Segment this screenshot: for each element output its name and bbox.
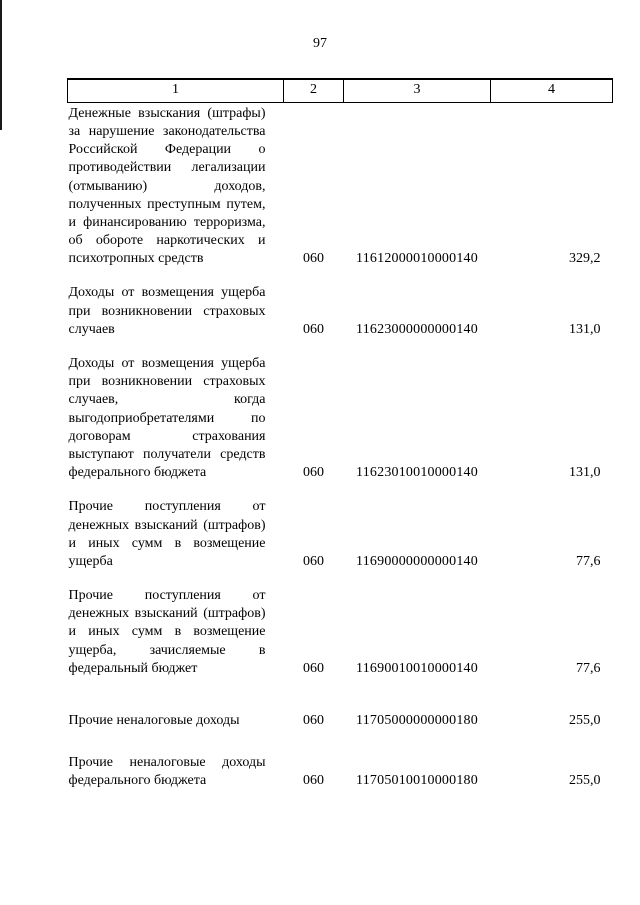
row-budget-code: 11623010010000140: [356, 465, 478, 481]
row-amount: 131,0: [569, 321, 601, 337]
row-amount: 255,0: [569, 773, 601, 789]
row-budget-code: 11705000000000180: [356, 713, 478, 729]
table-row: [68, 730, 613, 790]
row-chapter-code: 060: [303, 660, 324, 676]
row-description: Прочие поступления от денежных взысканий (штрафов) и иных сумм в возмещение ущерба: [68, 499, 266, 569]
row-chapter-code: 060: [303, 773, 324, 789]
row-amount: 329,2: [569, 251, 601, 267]
table-header: [68, 79, 613, 102]
table-row: [68, 339, 613, 482]
row-description: Прочие поступления от денежных взысканий (штрафов) и иных сумм в возмещение ущерба, зачисляемые в федеральный бюджет: [68, 588, 266, 676]
row-description: Прочие неналоговые доходы федерального бюджета: [68, 755, 266, 789]
table-header-row: [68, 79, 613, 102]
row-amount: 255,0: [569, 713, 601, 729]
row-amount: 131,0: [569, 465, 601, 481]
row-chapter-code: 060: [303, 713, 324, 729]
row-description: Прочие неналоговые доходы: [68, 713, 240, 729]
row-budget-code: 11690000000000140: [356, 553, 478, 569]
header-col-3: 3: [344, 79, 491, 102]
table-row: [68, 571, 613, 678]
header-col-2: 2: [284, 79, 344, 102]
table-row: [68, 102, 613, 268]
row-description: Доходы от возмещения ущерба при возникновении страховых случаев: [68, 285, 266, 337]
row-budget-code: 11612000010000140: [356, 251, 478, 267]
row-chapter-code: 060: [303, 553, 324, 569]
row-chapter-code: 060: [303, 465, 324, 481]
table-row: [68, 268, 613, 339]
header-col-4: 4: [491, 79, 613, 102]
table-body: [68, 102, 613, 790]
row-amount: 77,6: [576, 660, 601, 676]
budget-table: [67, 78, 613, 791]
row-description: Денежные взыскания (штрафы) за нарушение законодательства Российской Федерации о противодействии легализации (отмыванию) доходов, полученных преступным путем, и финансированию терроризма, об обороте наркотических и психотропных средств: [68, 105, 266, 267]
row-chapter-code: 060: [303, 321, 324, 337]
row-chapter-code: 060: [303, 251, 324, 267]
header-col-1: 1: [68, 79, 284, 102]
scan-edge-artifact: [0, 0, 2, 130]
table-row: [68, 678, 613, 730]
row-description: Доходы от возмещения ущерба при возникновении страховых случаев, когда выгодоприобретателями по договорам страхования выступают получатели средств федерального бюджета: [68, 356, 266, 481]
row-budget-code: 11623000000000140: [356, 321, 478, 337]
table-row: [68, 482, 613, 571]
row-budget-code: 11705010010000180: [356, 773, 478, 789]
row-budget-code: 11690010010000140: [356, 660, 478, 676]
row-amount: 77,6: [576, 553, 601, 569]
page-number: 97: [313, 36, 327, 51]
